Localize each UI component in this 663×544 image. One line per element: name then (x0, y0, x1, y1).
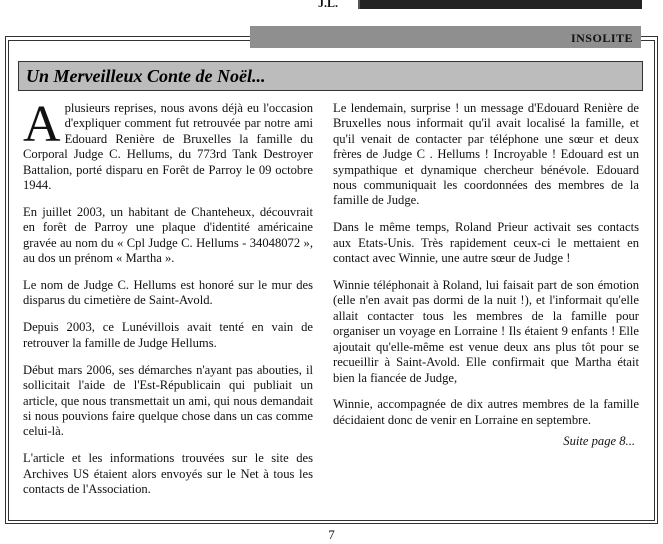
section-label-bar (250, 26, 641, 48)
paragraph: En juillet 2003, un habitant de Chanteheux, découvrait en forêt de Parroy une plaque d'identité américaine gravée au nom du « Cpl Judge C. Hellums - 34048072 », au dos un prénom « Martha ». (23, 204, 313, 266)
paragraph: Depuis 2003, ce Lunévillois avait tenté en vain de retrouver la famille de Judge Hellums. (23, 320, 313, 350)
paragraph: Winnie téléphonait à Roland, lui faisait part de son émotion (elle n'en avait pas dormi de la nuit !), et l'informait qu'elle allait contacter tous les membres de la famille pour organiser un voyage en Lorraine ! Ils étaient 9 enfants ! Elle ajoutait qu'elle-même est venue deux ans plus tôt pour se recueillir à Saint-Avold. Elle confirmait que Martha était bien la fiancée de Judge, (333, 278, 639, 385)
paragraph: Le lendemain, surprise ! un message d'Edouard Renière de Bruxelles nous informait qu'il avait localisé la famille, et qu'il venait de contacter par téléphone une sœur et deux frères de Judge C . Hellums ! Incroyable ! Edouard est un sympathique et dynamique chercheur bénévole. Edouard nous communiquait les coordonnées des membres de la famille de Judge. (333, 101, 639, 208)
paragraph: L'article et les informations trouvées sur le site des Archives US étaient alors envoyés sur le Net à tous les contacts de l'Association. (23, 451, 313, 497)
paragraph (23, 96, 313, 193)
paragraph-text: plusieurs reprises, nous avons déjà eu l'occasion d'expliquer comment fut retrouvée par notre ami Edouard Renière de Bruxelles la famille du Corporal Judge C. Hellums, du 773rd Tank Destroyer Battalion, porté disparu en Forêt de Parroy le 09 octobre 1944. (23, 101, 313, 193)
paragraph: Le nom de Judge C. Hellums est honoré sur le mur des disparus du cimetière de Saint-Avold. (23, 278, 313, 308)
article-column-right (333, 101, 639, 449)
article-column-left (23, 96, 313, 509)
paragraph: Winnie, accompagnée de dix autres membres de la famille décidaient donc de venir en Lorraine en septembre. (333, 397, 639, 427)
author-initials: J.L. (318, 0, 339, 10)
continued-link: Suite page 8... (563, 433, 635, 448)
article-title: Un Merveilleux Conte de Noël... (18, 61, 643, 91)
drop-cap: A (23, 96, 61, 153)
paragraph: Début mars 2006, ses démarches n'ayant pas abouties, il sollicitait l'aide de l'Est-Républicain qui publiait un article, que nous transmettait un ami, qui nous demandait si nous pouvions faire quelque chose dans un cas comme celui-là. (23, 362, 313, 439)
page-number: 7 (328, 527, 335, 542)
photo-strip (358, 0, 642, 9)
paragraph: Dans le même temps, Roland Prieur activait ses contacts aux Etats-Unis. Très rapidement ceux-ci le mettaient en contact avec Winnie, une autre sœur de Judge ! (333, 220, 639, 266)
section-label: INSOLITE (570, 31, 633, 45)
